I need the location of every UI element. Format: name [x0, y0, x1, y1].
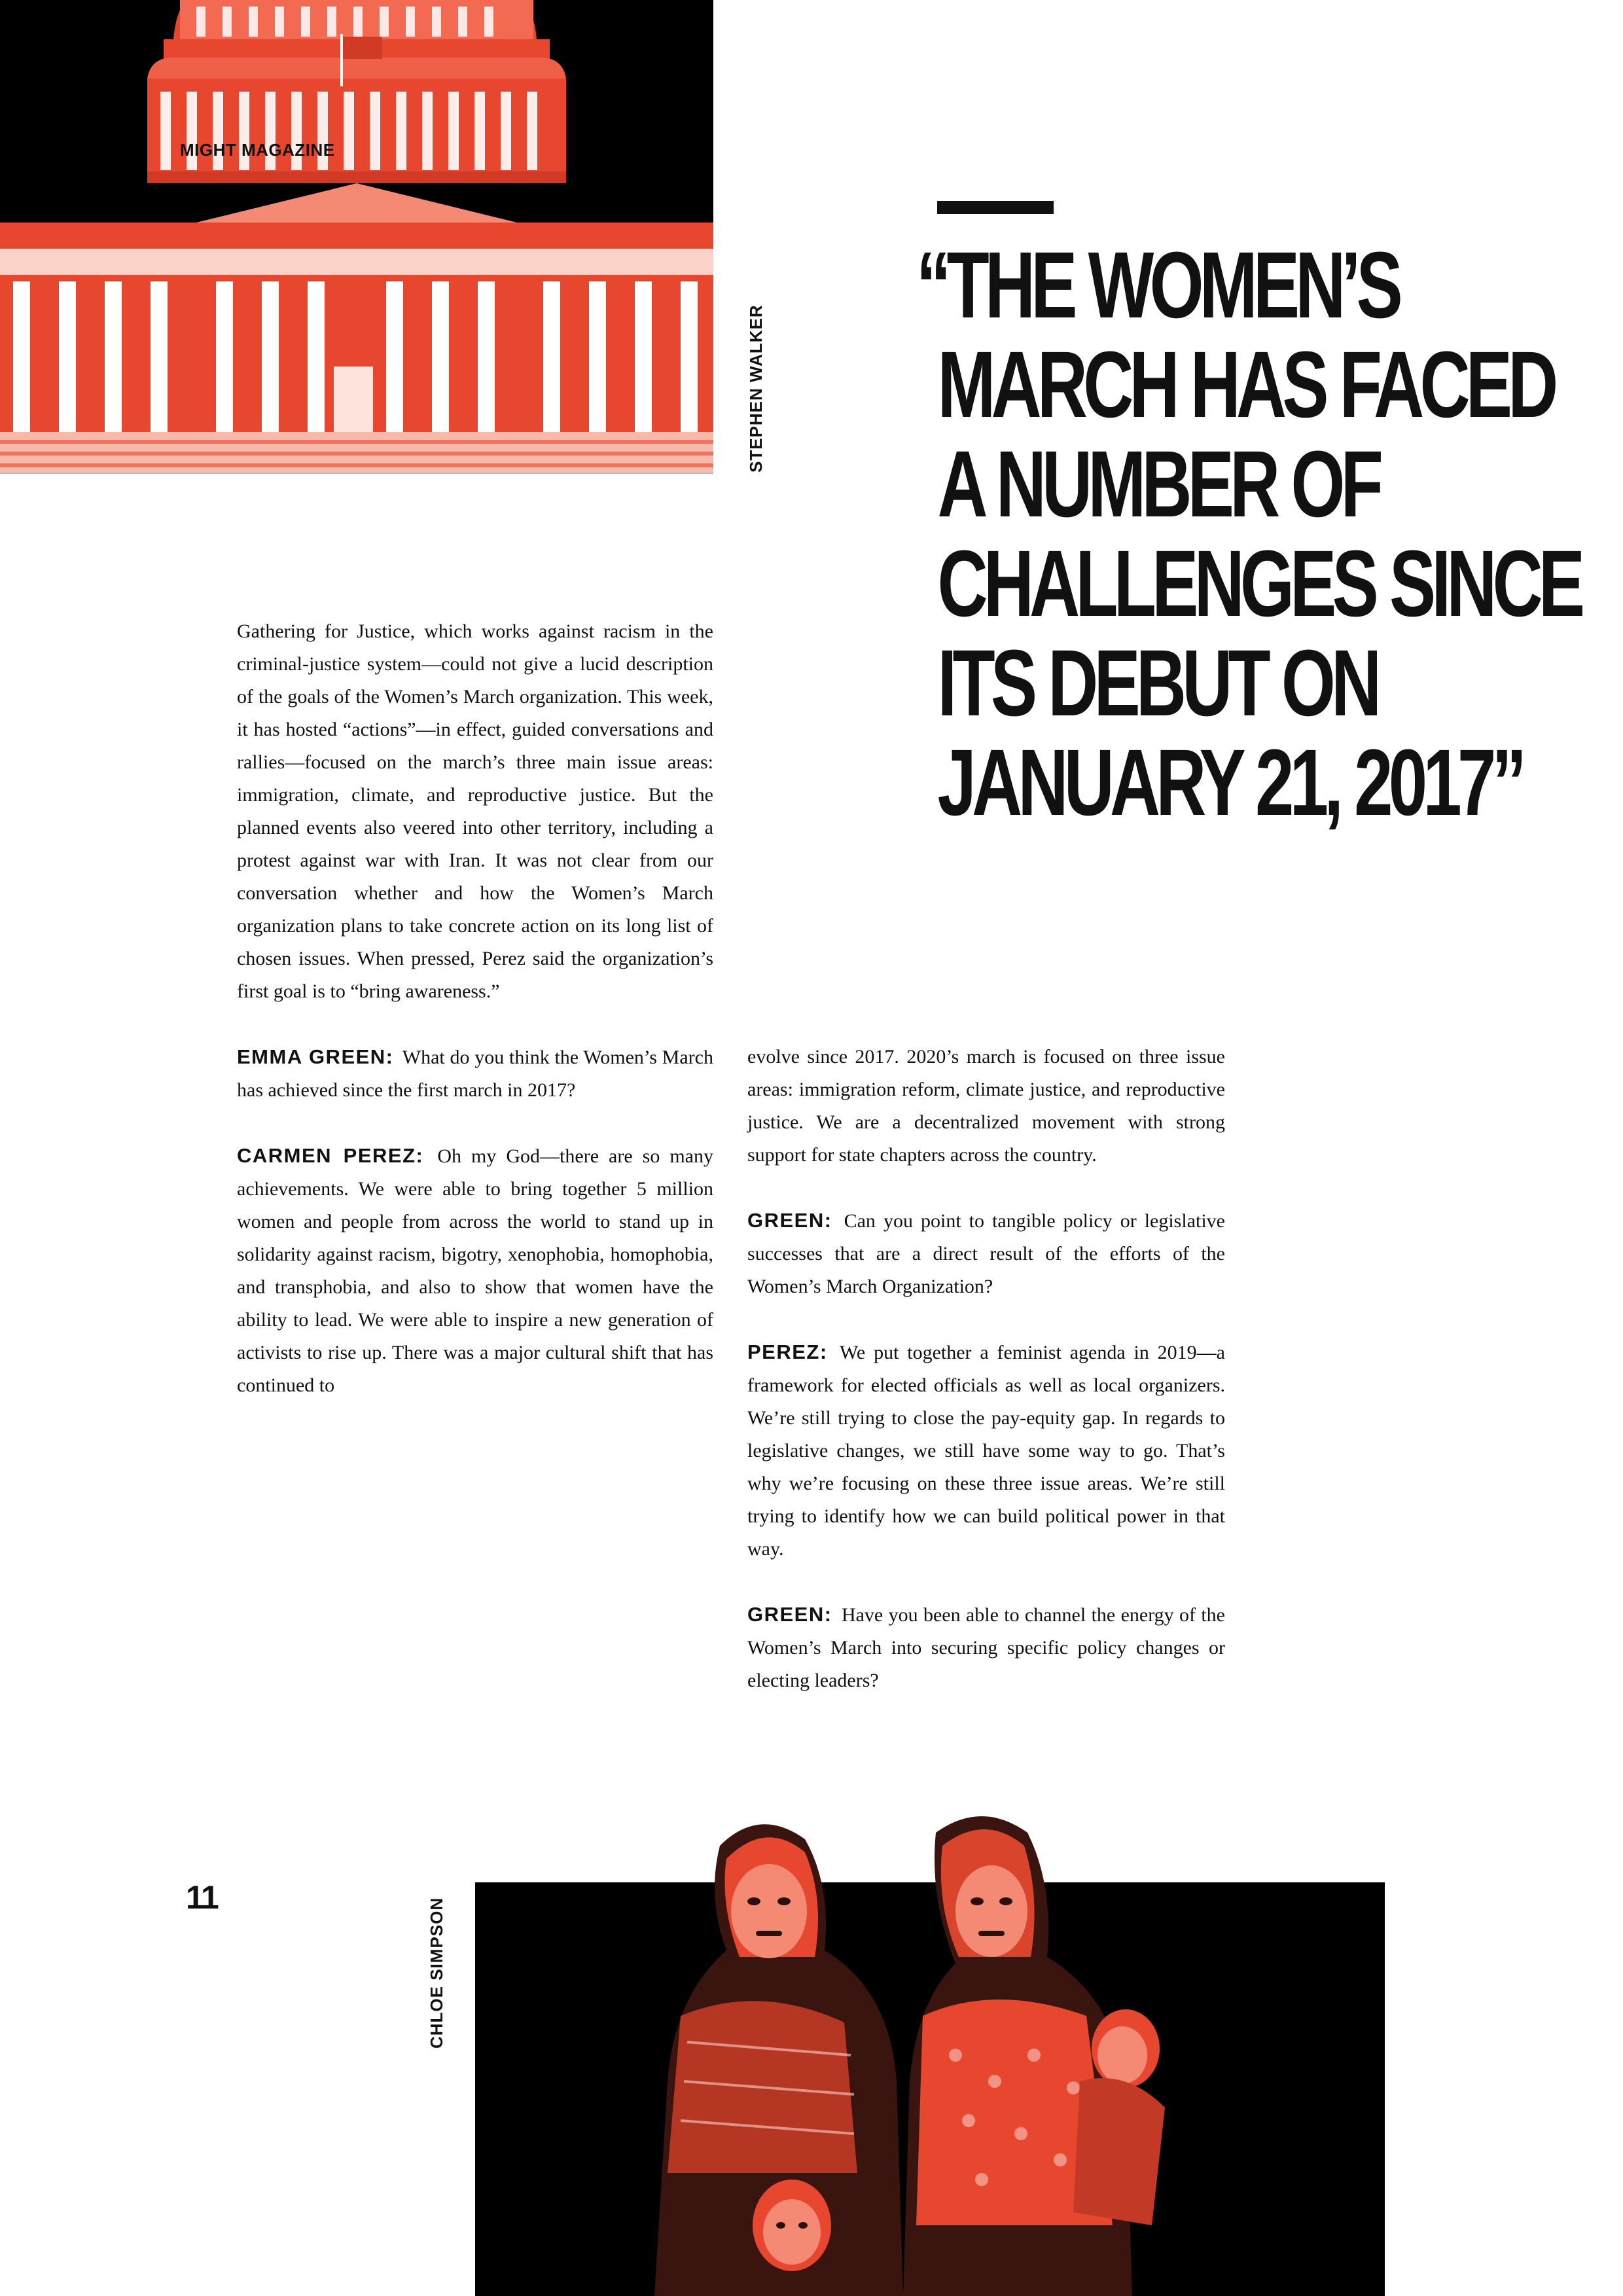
pull-quote-line: MARCH HAS FACED [937, 332, 1554, 437]
article-column-left [237, 615, 713, 1402]
capitol-illustration [0, 0, 713, 474]
qa-paragraph [747, 1598, 1225, 1697]
photo-credit-bottom: CHLOE SIMPSON [427, 1897, 446, 2049]
speaker-label: EMMA GREEN: [237, 1045, 394, 1068]
pull-quote-line: JANUARY 21, 2017” [937, 730, 1523, 835]
women-photo [628, 1806, 1257, 2296]
qa-paragraph [237, 1041, 713, 1107]
article-intro: Gathering for Justice, which works against racism in the criminal-justice system—could not give a lucid description of the goals of the Women’s March organization. This week, it has hosted “actions”—in effect, guided conversations and rallies—focused on the march’s three main issue areas: immigration, climate, and reproductive justice. But the planned events also veered into other territory, including a protest against war with Iran. It was not clear from our conversation whether and how the Women’s March organization plans to take concrete action on its long list of chosen issues. When pressed, Perez said the organization’s first goal is to “bring awareness.” [237, 620, 713, 1002]
pull-quote-line: A NUMBER OF [937, 431, 1380, 537]
article-column-right [747, 1041, 1225, 1697]
qa-paragraph [747, 1336, 1225, 1566]
capitol-photo [0, 0, 713, 474]
pull-quote-line: ITS DEBUT ON [937, 630, 1378, 736]
pull-quote-line: CHALLENGES SINCE [937, 531, 1581, 636]
quote-rule [937, 201, 1054, 214]
qa-text: What do you think the Women’s March has achieved since the first march in 2017? [237, 1047, 713, 1101]
qa-paragraph [747, 1204, 1225, 1303]
qa-text: Have you been able to channel the energy of the Women’s March into securing specific policy changes or electing leaders? [747, 1604, 1225, 1691]
speaker-label: PEREZ: [747, 1340, 828, 1363]
pull-quote-line: “THE WOMEN’S [916, 232, 1399, 338]
speaker-label: GREEN: [747, 1209, 832, 1232]
qa-text: Can you point to tangible policy or legislative successes that are a direct result of the efforts of the Women’s March Organization? [747, 1210, 1225, 1297]
photo-credit-top: STEPHEN WALKER [746, 304, 766, 473]
qa-text: We put together a feminist agenda in 2019—a framework for elected officials as well as local organizers. We’re still trying to close the pay-equity gap. In regards to legislative changes, we still have some way to go. That’s why we’re focusing on these three issue areas. We’re still trying to identify how we can build political power in that way. [747, 1342, 1225, 1560]
qa-text: evolve since 2017. 2020’s march is focused on three issue areas: immigration reform, climate justice, and reproductive justice. We are a decentralized movement with strong support for state chapters across the country. [747, 1046, 1225, 1166]
qa-paragraph [237, 1139, 713, 1402]
magazine-name: MIGHT MAGAZINE [180, 140, 335, 160]
speaker-label: CARMEN PEREZ: [237, 1144, 424, 1167]
page-number: 11 [186, 1879, 218, 1916]
qa-paragraph [747, 1041, 1225, 1172]
speaker-label: GREEN: [747, 1603, 832, 1626]
pull-quote [916, 232, 1581, 835]
qa-text: Oh my God—there are so many achievements. We were able to bring together 5 million women and people from across the world to stand up in solidarity against racism, bigotry, xenophobia, homophobia, and transphobia, and also to show that women have the ability to lead. We were able to inspire a new generation of activists to rise up. There was a major cultural shift that has continued to [237, 1145, 713, 1396]
